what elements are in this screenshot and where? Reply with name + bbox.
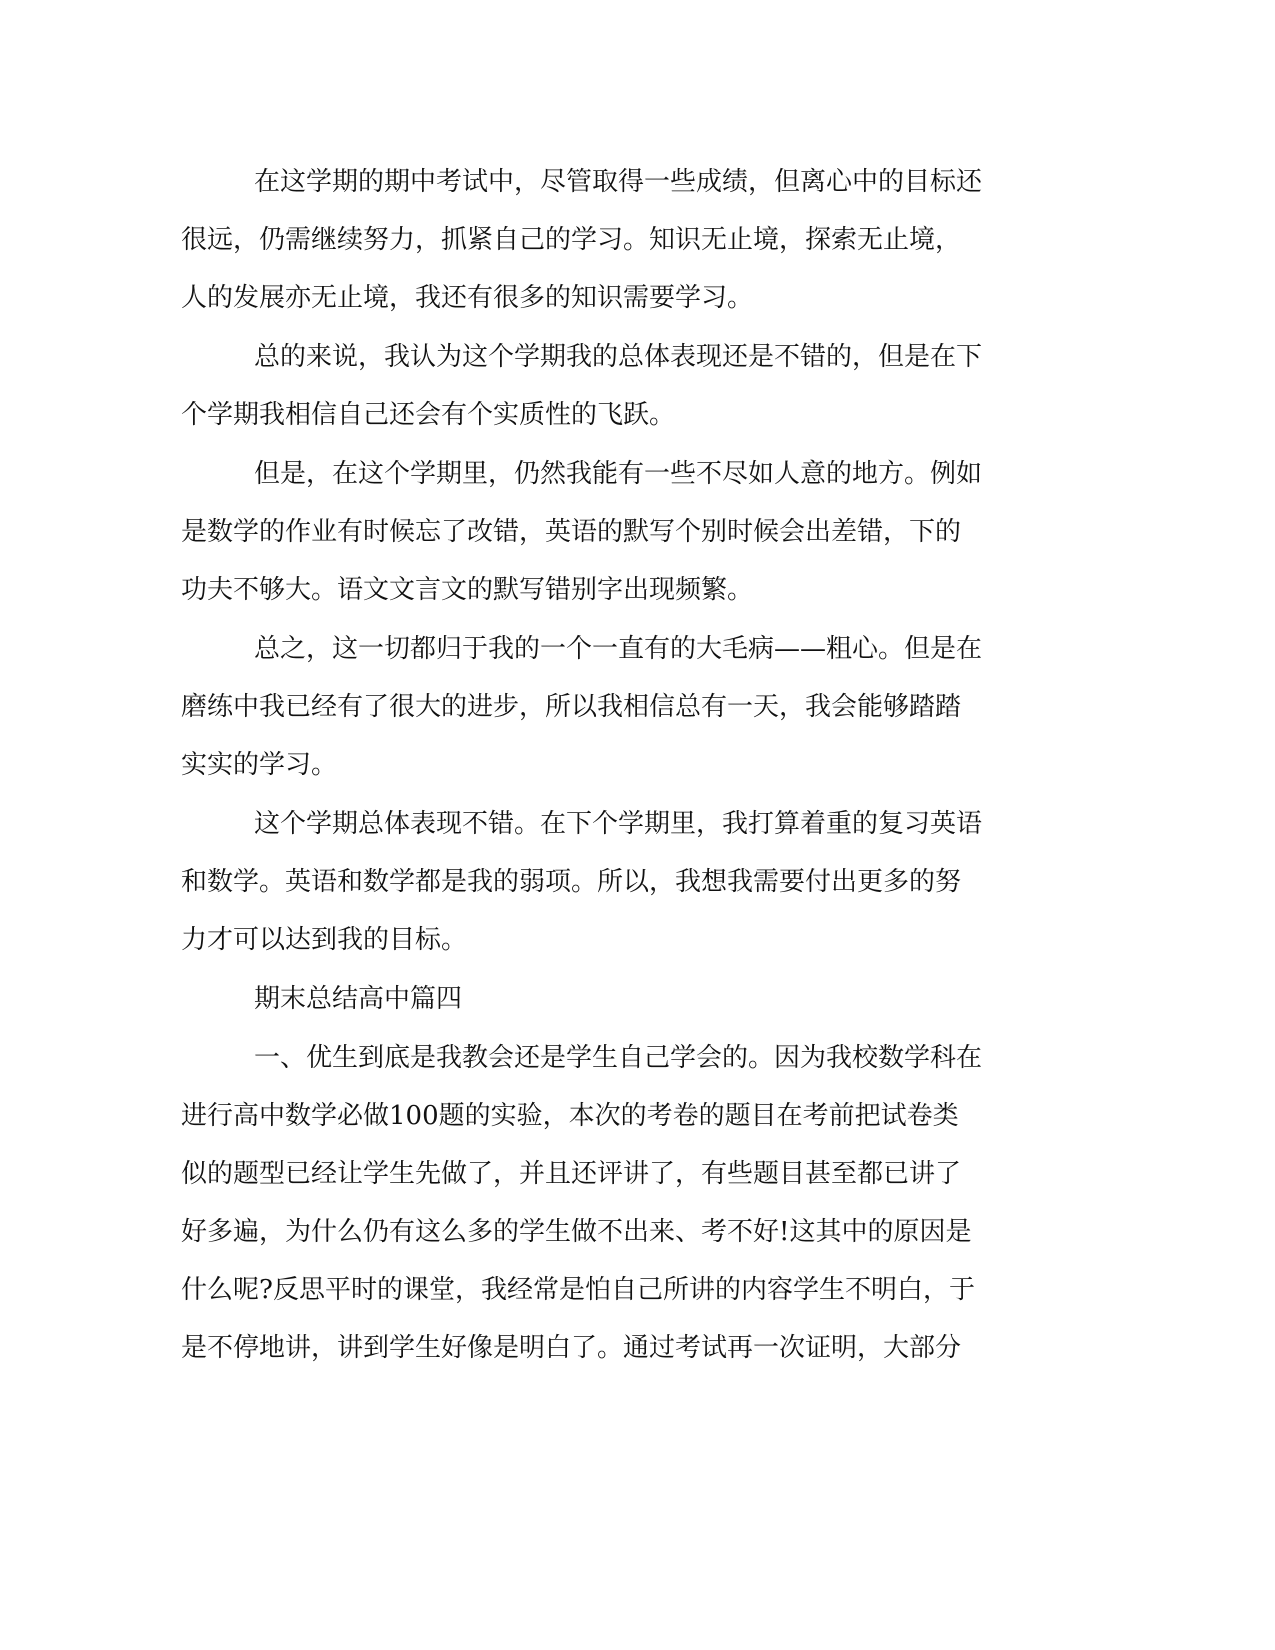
paragraph-3-line-3: 功夫不够大。语文文言文的默写错别字出现频繁。 (181, 575, 754, 605)
paragraph-4-line-2: 磨练中我已经有了很大的进步，所以我相信总有一天，我会能够踏踏 (181, 692, 962, 722)
paragraph-2-line-2: 个学期我相信自己还会有个实质性的飞跃。 (181, 400, 676, 430)
paragraph-6-line-1: 一、优生到底是我教会还是学生自己学会的。因为我校数学科在 (254, 1043, 983, 1073)
paragraph-5-line-2: 和数学。英语和数学都是我的弱项。所以，我想我需要付出更多的努 (181, 867, 962, 897)
paragraph-6-line-2: 进行高中数学必做100题的实验，本次的考卷的题目在考前把试卷类 (181, 1101, 959, 1131)
paragraph-1-line-1: 在这学期的期中考试中，尽管取得一些成绩，但离心中的目标还 (254, 167, 983, 197)
paragraph-3-line-1: 但是，在这个学期里，仍然我能有一些不尽如人意的地方。例如 (254, 459, 983, 489)
paragraph-2-line-1: 总的来说，我认为这个学期我的总体表现还是不错的，但是在下 (254, 342, 983, 372)
paragraph-6-line-5: 什么呢?反思平时的课堂，我经常是怕自己所讲的内容学生不明白，于 (181, 1275, 975, 1305)
paragraph-1-line-3: 人的发展亦无止境，我还有很多的知识需要学习。 (181, 283, 754, 313)
paragraph-6-line-4: 好多遍，为什么仍有这么多的学生做不出来、考不好!这其中的原因是 (181, 1217, 972, 1247)
paragraph-1-line-2: 很远，仍需继续努力，抓紧自己的学习。知识无止境，探索无止境， (181, 225, 962, 255)
paragraph-3-line-2: 是数学的作业有时候忘了改错，英语的默写个别时候会出差错，下的 (181, 517, 962, 547)
paragraph-6-line-3: 似的题型已经让学生先做了，并且还评讲了，有些题目甚至都已讲了 (181, 1159, 962, 1189)
paragraph-6-line-6: 是不停地讲，讲到学生好像是明白了。通过考试再一次证明，大部分 (181, 1333, 962, 1363)
paragraph-4-line-3: 实实的学习。 (181, 750, 338, 780)
paragraph-5-line-1: 这个学期总体表现不错。在下个学期里，我打算着重的复习英语 (254, 809, 983, 839)
paragraph-4-line-1: 总之，这一切都归于我的一个一直有的大毛病——粗心。但是在 (254, 634, 983, 664)
paragraph-5-line-3: 力才可以达到我的目标。 (181, 925, 468, 955)
section-heading: 期末总结高中篇四 (254, 984, 463, 1014)
